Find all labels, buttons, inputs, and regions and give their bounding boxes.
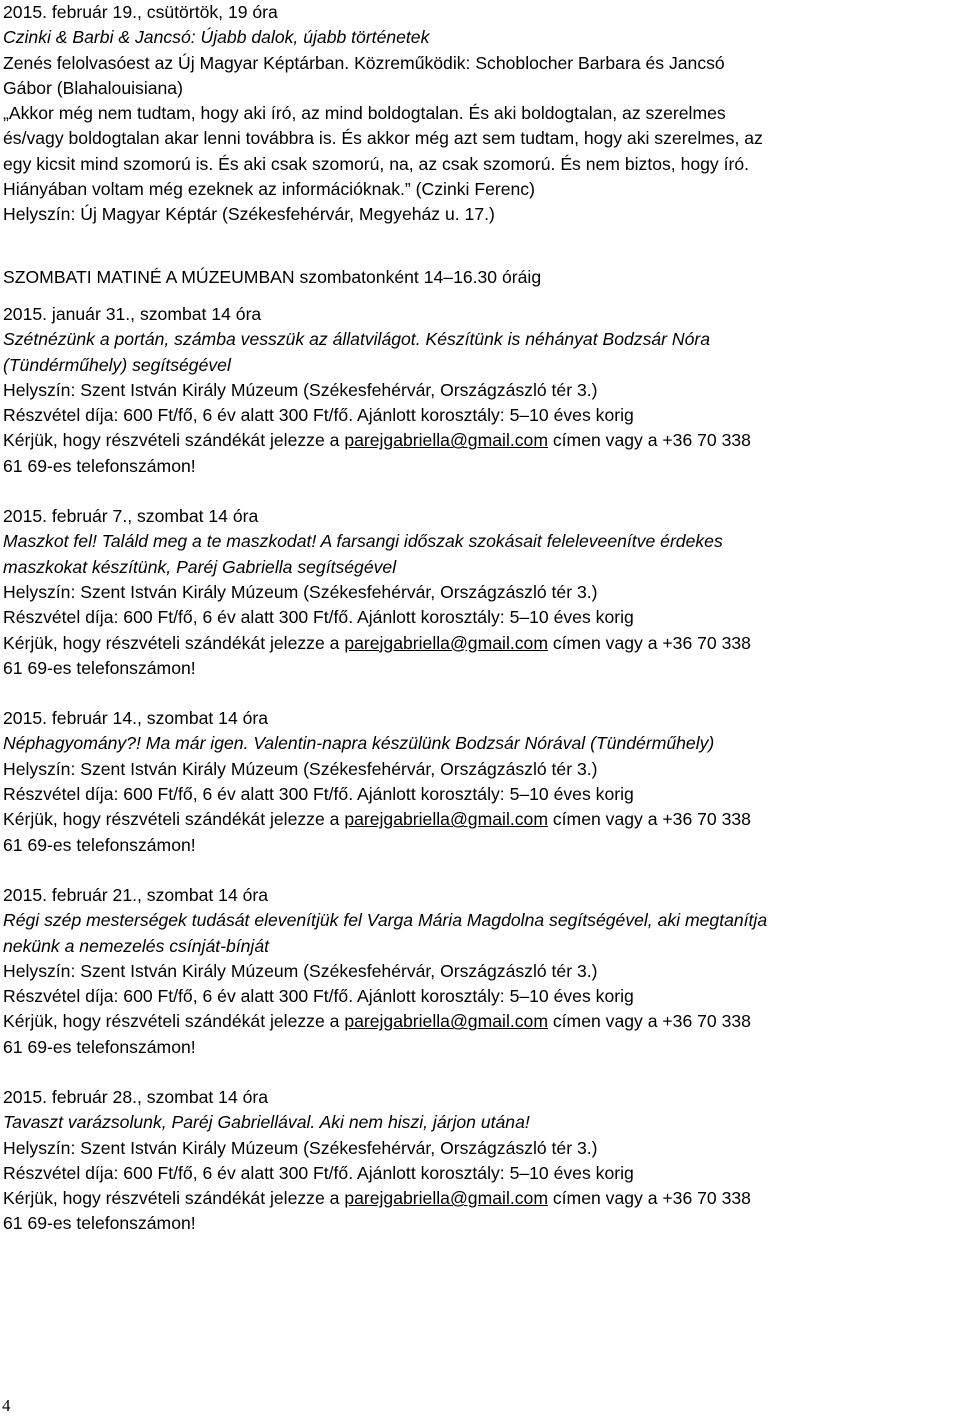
event-location: Helyszín: Szent István Király Múzeum (Székesfehérvár, Országzászló tér 3.) <box>3 581 598 602</box>
event-title: Tavaszt varázsolunk, Paréj Gabriellával. Aki nem hiszi, járjon utána! <box>3 1112 530 1133</box>
event-block <box>3 706 953 883</box>
intro-date: 2015. február 19., csütörtök, 19 óra <box>3 2 278 22</box>
event-contact <box>3 428 953 479</box>
contact-prefix: Kérjük, hogy részvételi szándékát jelezze a <box>3 1188 345 1209</box>
event-title: Régi szép mesterségek tudását elevenítjük fel Varga Mária Magdolna segítségével, aki megtanítja nekünk a nemezelés csínját-bínját <box>3 910 768 956</box>
event-fee: Részvétel díja: 600 Ft/fő, 6 év alatt 300 Ft/fő. Ajánlott korosztály: 5–10 éves korig <box>3 784 634 805</box>
spacer <box>3 681 953 706</box>
event-date: 2015. február 7., szombat 14 óra <box>3 506 259 527</box>
intro-description: Zenés felolvasóest az Új Magyar Képtárban. Közreműködik: Schoblocher Barbara és Jancsó Gábor (Blahalouisiana) <box>3 52 725 98</box>
event-date: 2015. február 28., szombat 14 óra <box>3 1086 269 1107</box>
spacer <box>3 858 953 883</box>
event-contact <box>3 1186 953 1237</box>
event-location: Helyszín: Szent István Király Múzeum (Székesfehérvár, Országzászló tér 3.) <box>3 758 598 779</box>
document-page <box>3 0 953 1237</box>
intro-title: Czinki & Barbi & Jancsó: Újabb dalok, újabb történetek <box>3 27 430 48</box>
email-link[interactable]: parejgabriella@gmail.com <box>344 430 548 451</box>
spacer <box>3 228 953 253</box>
intro-quote: „Akkor még nem tudtam, hogy aki író, az mind boldogtalan. És aki boldogtalan, az szerelmes és/vagy boldogtalan akar lenni továbbra is. És akkor még azt sem tudtam, hogy aki szerelmes, az egy kicsit mind szomorú is. És aki csak szomorú, na, az csak szomorú. És nem biztos, hogy író. Hiányában voltam még ezeknek az információknak.” (Czinki Ferenc) <box>3 103 763 200</box>
email-link[interactable]: parejgabriella@gmail.com <box>344 1011 548 1032</box>
section-heading: SZOMBATI MATINÉ A MÚZEUMBAN szombatonként 14–16.30 óráig <box>3 266 542 287</box>
event-contact <box>3 1009 953 1060</box>
email-link[interactable]: parejgabriella@gmail.com <box>344 632 548 653</box>
event-date: 2015. február 21., szombat 14 óra <box>3 884 269 905</box>
spacer <box>3 253 953 265</box>
event-location: Helyszín: Szent István Király Múzeum (Székesfehérvár, Országzászló tér 3.) <box>3 379 598 400</box>
event-block <box>3 1085 953 1237</box>
event-title: Néphagyomány?! Ma már igen. Valentin-napra készülünk Bodzsár Nórával (Tündérműhely) <box>3 733 715 754</box>
spacer <box>3 479 953 504</box>
contact-prefix: Kérjük, hogy részvételi szándékát jelezze a <box>3 430 345 451</box>
contact-suffix: címen vagy a +36 70 338 61 69-es telefonszámon! <box>3 430 751 476</box>
contact-suffix: címen vagy a +36 70 338 61 69-es telefonszámon! <box>3 1011 751 1057</box>
contact-suffix: címen vagy a +36 70 338 61 69-es telefonszámon! <box>3 632 751 678</box>
contact-suffix: címen vagy a +36 70 338 61 69-es telefonszámon! <box>3 809 751 855</box>
contact-prefix: Kérjük, hogy részvételi szándékát jelezze a <box>3 632 345 653</box>
event-location: Helyszín: Szent István Király Múzeum (Székesfehérvár, Országzászló tér 3.) <box>3 960 598 981</box>
spacer <box>3 1060 953 1085</box>
event-fee: Részvétel díja: 600 Ft/fő, 6 év alatt 300 Ft/fő. Ajánlott korosztály: 5–10 éves korig <box>3 1162 634 1183</box>
contact-prefix: Kérjük, hogy részvételi szándékát jelezze a <box>3 1011 345 1032</box>
email-link[interactable]: parejgabriella@gmail.com <box>344 1188 548 1209</box>
event-date: 2015. február 14., szombat 14 óra <box>3 708 269 729</box>
event-block <box>3 504 953 706</box>
event-block <box>3 302 953 504</box>
event-date: 2015. január 31., szombat 14 óra <box>3 303 262 324</box>
event-fee: Részvétel díja: 600 Ft/fő, 6 év alatt 300 Ft/fő. Ajánlott korosztály: 5–10 éves korig <box>3 405 634 426</box>
spacer <box>3 290 953 302</box>
contact-suffix: címen vagy a +36 70 338 61 69-es telefonszámon! <box>3 1188 751 1234</box>
event-block <box>3 883 953 1085</box>
event-title: Szétnézünk a portán, számba vesszük az állatvilágot. Készítünk is néhányat Bodzsár Nóra (Tündérműhely) segítségével <box>3 329 711 375</box>
event-contact <box>3 807 953 858</box>
event-title: Maszkot fel! Találd meg a te maszkodat! A farsangi időszak szokásait feleleveenítve érdekes maszkokat készítünk, Paréj Gabriella segítségével <box>3 531 723 577</box>
event-fee: Részvétel díja: 600 Ft/fő, 6 év alatt 300 Ft/fő. Ajánlott korosztály: 5–10 éves korig <box>3 986 634 1007</box>
page-number: 4 <box>2 1396 11 1415</box>
event-list <box>3 302 953 1237</box>
event-contact <box>3 631 953 682</box>
event-location: Helyszín: Szent István Király Múzeum (Székesfehérvár, Országzászló tér 3.) <box>3 1137 598 1158</box>
intro-location: Helyszín: Új Magyar Képtár (Székesfehérvár, Megyeház u. 17.) <box>3 204 495 225</box>
contact-prefix: Kérjük, hogy részvételi szándékát jelezze a <box>3 809 345 830</box>
event-fee: Részvétel díja: 600 Ft/fő, 6 év alatt 300 Ft/fő. Ajánlott korosztály: 5–10 éves korig <box>3 607 634 628</box>
email-link[interactable]: parejgabriella@gmail.com <box>344 809 548 830</box>
